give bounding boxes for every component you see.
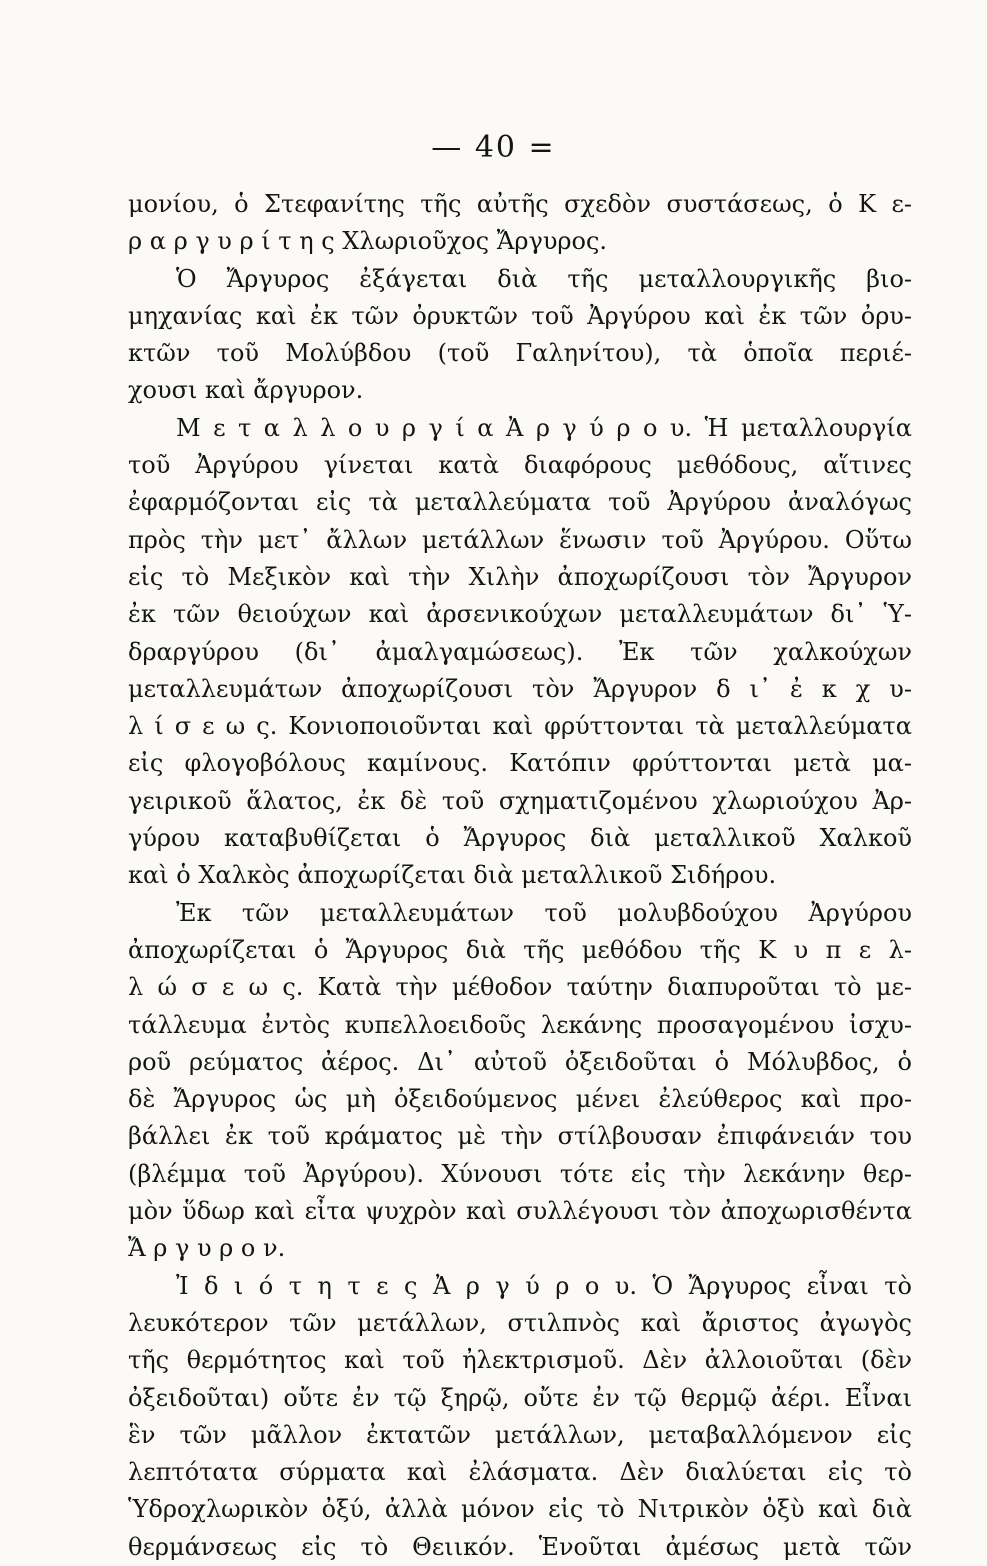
text-line: (βλέμμα τοῦ Ἀργύρου). Χύνουσι τότε εἰς τὴν λεκάνην θερ- (128, 1159, 912, 1188)
text-line: γειρικοῦ ἅλατος, ἐκ δὲ τοῦ σχηματιζομένου χλωριούχου Ἀρ- (128, 786, 912, 815)
text-line: εἰς φλογοβόλους καμίνους. Κατόπιν φρύττονται μετὰ μα- (128, 749, 912, 778)
text-line: μονίου, ὁ Στεφανίτης τῆς αὐτῆς σχεδὸν συστάσεως, ὁ Κ ε- (128, 190, 912, 218)
text-line: βάλλει ἐκ τοῦ κράματος μὲ τὴν στίλβουσαν ἐπιφάνειάν του (128, 1122, 912, 1151)
text-line: δραργύρου (δι᾿ ἀμαλγαμώσεως). Ἐκ τῶν χαλκούχων (128, 637, 912, 666)
text-line: ἀποχωρίζεται ὁ Ἄργυρος διὰ τῆς μεθόδου τῆς Κ υ π ε λ- (128, 935, 912, 964)
text-line: λ ί σ ε ω ς. Κονιοποιοῦνται καὶ φρύττονται τὰ μεταλλεύματα (128, 712, 912, 741)
text-line: τῆς θερμότητος καὶ τοῦ ἠλεκτρισμοῦ. Δὲν ἀλλοιοῦται (δὲν (128, 1346, 912, 1375)
text-line: εἰς τὸ Μεξικὸν καὶ τὴν Χιλὴν ἀποχωρίζουσι τὸν Ἄργυρον (128, 562, 912, 591)
text-line: μὸν ὕδωρ καὶ εἶτα ψυχρὸν καὶ συλλέγουσι τὸν ἀποχωρισθέντα (128, 1197, 912, 1226)
text-line: μηχανίας καὶ ἐκ τῶν ὀρυκτῶν τοῦ Ἀργύρου καὶ ἐκ τῶν ὀρυ- (128, 301, 912, 330)
text-line: Ὑδροχλωρικὸν ὀξύ, ἀλλὰ μόνον εἰς τὸ Νιτρικὸν ὀξὺ καὶ διὰ (128, 1495, 912, 1524)
text-line: τοῦ Ἀργύρου γίνεται κατὰ διαφόρους μεθόδους, αἵτινες (128, 451, 912, 480)
text-line: μεταλλευμάτων ἀποχωρίζουσι τὸν Ἄργυρον δ ι᾿ ἐ κ χ υ- (128, 674, 912, 703)
text-line: δὲ Ἄργυρος ὡς μὴ ὀξειδούμενος μένει ἐλεύθερος καὶ προ- (128, 1085, 912, 1114)
text-line: Ἐκ τῶν μεταλλευμάτων τοῦ μολυβδούχου Ἀργύρου (176, 898, 912, 927)
page-number: — 40 = (431, 130, 556, 165)
text-line: λεπτότατα σύρματα καὶ ἐλάσματα. Δὲν διαλύεται εἰς τὸ (128, 1458, 912, 1487)
text-line: ἐκ τῶν θειούχων καὶ ἀρσενικούχων μεταλλευμάτων δι᾿ Ὑ- (128, 600, 912, 629)
text-line: Ἰ δ ι ό τ η τ ε ς Ἀ ρ γ ύ ρ ο υ. Ὁ Ἄργυρος εἶναι τὸ (176, 1271, 912, 1300)
text-line: λευκότερον τῶν μετάλλων, στιλπνὸς καὶ ἄριστος ἀγωγὸς (128, 1308, 912, 1337)
text-line: ἐφαρμόζονται εἰς τὰ μεταλλεύματα τοῦ Ἀργύρου ἀναλόγως (128, 488, 912, 517)
body-text (128, 186, 912, 1566)
text-line: λ ώ σ ε ω ς. Κατὰ τὴν μέθοδον ταύτην διαπυροῦται τὸ με- (128, 973, 912, 1002)
text-line: καὶ ὁ Χαλκὸς ἀποχωρίζεται διὰ μεταλλικοῦ Σιδήρου. (128, 861, 777, 890)
text-line: ἓν τῶν μᾶλλον ἐκτατῶν μετάλλων, μεταβαλλόμενον εἰς (128, 1420, 912, 1449)
text-line: γύρου καταβυθίζεται ὁ Ἄργυρος διὰ μεταλλικοῦ Χαλκοῦ (128, 824, 912, 853)
text-line: θερμάνσεως εἰς τὸ Θειικόν. Ἑνοῦται ἀμέσως μετὰ τῶν (128, 1532, 912, 1561)
text-line: κτῶν τοῦ Μολύβδου (τοῦ Γαληνίτου), τὰ ὁποῖα περιέ- (128, 339, 912, 368)
text-line: Ὁ Ἄργυρος ἐξάγεται διὰ τῆς μεταλλουργικῆς βιο- (176, 264, 912, 293)
text-line: Μ ε τ α λ λ ο υ ρ γ ί α Ἀ ρ γ ύ ρ ο υ. Ἡ μεταλλουργία (176, 413, 912, 442)
text-line: τάλλευμα ἐντὸς κυπελλοειδοῦς λεκάνης προσαγομένου ἰσχυ- (128, 1010, 912, 1039)
text-line: χουσι καὶ ἄργυρον. (128, 376, 364, 405)
text-line: ροῦ ρεύματος ἀέρος. Δι᾿ αὐτοῦ ὀξειδοῦται ὁ Μόλυβδος, ὁ (128, 1047, 912, 1076)
text-line: Ἄ ρ γ υ ρ ο ν. (128, 1234, 286, 1263)
text-line: ὀξειδοῦται) οὔτε ἐν τῷ ξηρῷ, οὔτε ἐν τῷ θερμῷ ἀέρι. Εἶναι (128, 1383, 912, 1412)
text-line: πρὸς τὴν μετ᾿ ἄλλων μετάλλων ἕνωσιν τοῦ Ἀργύρου. Οὕτω (128, 525, 912, 554)
text-line: ρ α ρ γ υ ρ ί τ η ς Χλωριοῦχος Ἄργυρος. (128, 227, 608, 256)
